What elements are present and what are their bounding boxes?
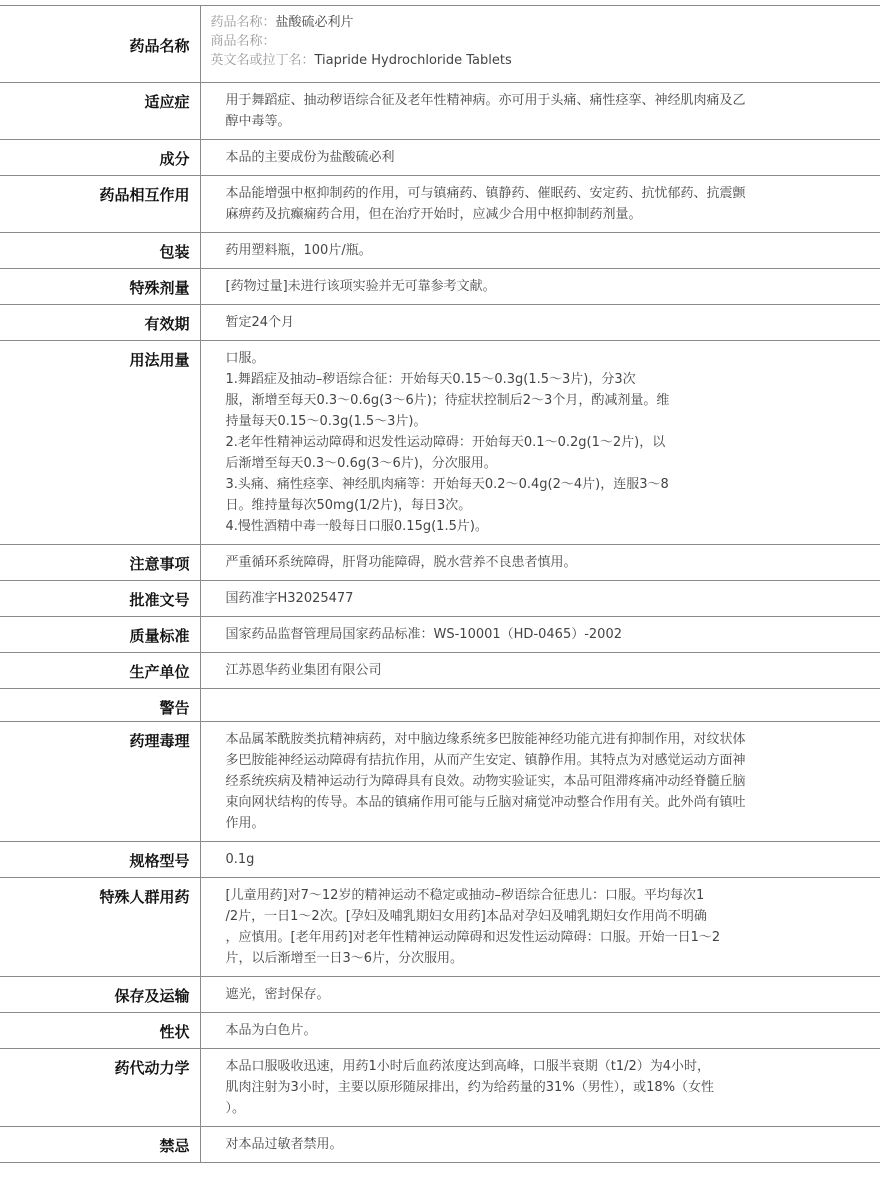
row-value [200, 233, 880, 269]
value-line: 持量每天0.15～0.3g(1.5～3片)。 [225, 414, 427, 429]
value-line: 日。维持量每次50mg(1/2片)，每日3次。 [225, 498, 472, 513]
english-name-line [211, 51, 791, 70]
row-value [200, 305, 880, 341]
value-line: [儿童用药]对7～12岁的精神运动不稳定或抽动–秽语综合征患儿：口服。平均每次1 [225, 888, 705, 903]
table-row [0, 878, 880, 977]
table-row [0, 341, 880, 545]
row-label: 性状 [0, 1013, 200, 1049]
value-line: 国家药品监督管理局国家药品标准：WS-10001（HD-0465）-2002 [225, 627, 622, 642]
row-value [200, 1049, 880, 1127]
row-label: 药代动力学 [0, 1049, 200, 1127]
table-row [0, 545, 880, 581]
table-row [0, 581, 880, 617]
value-line: ）。 [225, 1101, 246, 1116]
row-value [200, 842, 880, 878]
row-value [200, 176, 880, 233]
value-line: 对本品过敏者禁用。 [225, 1137, 343, 1152]
row-value [200, 83, 880, 140]
table-row [0, 176, 880, 233]
row-label: 成分 [0, 140, 200, 176]
value-line: 多巴胺能神经运动障碍有拮抗作用，从而产生安定、镇静作用。其特点为对感觉运动方面神 [225, 753, 746, 768]
row-label: 包装 [0, 233, 200, 269]
trade-name-label: 商品名称： [210, 34, 276, 49]
value-line: 本品为白色片。 [225, 1023, 317, 1038]
row-value [200, 1127, 880, 1163]
table-row [0, 305, 880, 341]
value-line: 片，以后渐增至一日3～6片，分次服用。 [225, 951, 464, 966]
table-row [0, 6, 880, 83]
drug-name-block [200, 6, 880, 83]
row-label: 生产单位 [0, 653, 200, 689]
row-label: 特殊人群用药 [0, 878, 200, 977]
row-value [200, 653, 880, 689]
table-row [0, 842, 880, 878]
value-line: [药物过量]未进行该项实验并无可靠参考文献。 [225, 279, 496, 294]
table-row [0, 653, 880, 689]
value-line: 江苏恩华药业集团有限公司 [225, 663, 382, 678]
trade-name-line [211, 32, 791, 51]
row-value [200, 722, 880, 842]
table-row [0, 1127, 880, 1163]
value-line: 本品的主要成份为盐酸硫必利 [225, 150, 395, 165]
value-line: 严重循环系统障碍，肝肾功能障碍，脱水营养不良患者慎用。 [225, 555, 577, 570]
value-line: 作用。 [225, 816, 265, 831]
generic-name-line [211, 13, 791, 32]
row-value [200, 140, 880, 176]
row-label: 批准文号 [0, 581, 200, 617]
row-value [200, 617, 880, 653]
value-line: /2片，一日1～2次。[孕妇及哺乳期妇女用药]本品对孕妇及哺乳期妇女作用尚不明确 [225, 909, 707, 924]
value-line: 口服。 [225, 351, 265, 366]
row-value [200, 269, 880, 305]
row-label: 药品名称 [0, 6, 200, 83]
row-label: 药理毒理 [0, 722, 200, 842]
row-value [200, 878, 880, 977]
table-row [0, 83, 880, 140]
drug-info-body [0, 6, 880, 1163]
value-line: 束向网状结构的传导。本品的镇痛作用可能与丘脑对痛觉冲动整合作用有关。此外尚有镇吐 [225, 795, 746, 810]
table-row [0, 689, 880, 722]
value-line: 3.头痛、痛性痉挛、神经肌肉痛等：开始每天0.2～0.4g(2～4片)，连服3～8 [225, 477, 669, 492]
value-line: 服，渐增至每天0.3～0.6g(3～6片)；待症状控制后2～3个月，酌减剂量。维 [225, 393, 670, 408]
row-value [200, 545, 880, 581]
value-line: 本品属苯酰胺类抗精神病药，对中脑边缘系统多巴胺能神经功能亢进有抑制作用，对纹状体 [225, 732, 746, 747]
table-row [0, 140, 880, 176]
row-label: 注意事项 [0, 545, 200, 581]
value-line: 用于舞蹈症、抽动秽语综合征及老年性精神病。亦可用于头痛、痛性痉挛、神经肌肉痛及乙 [225, 93, 746, 108]
value-line: 本品能增强中枢抑制药的作用，可与镇痛药、镇静药、催眠药、安定药、抗忧郁药、抗震颤 [225, 186, 746, 201]
row-label: 质量标准 [0, 617, 200, 653]
value-line: ，应慎用。[老年用药]对老年性精神运动障碍和迟发性运动障碍：口服。开始一日1～2 [225, 930, 721, 945]
value-line: 醇中毒等。 [225, 114, 291, 129]
table-row [0, 1049, 880, 1127]
row-value [200, 341, 880, 545]
value-line: 药用塑料瓶，100片/瓶。 [225, 243, 372, 258]
value-line: 经系统疾病及精神运动行为障碍具有良效。动物实验证实，本品可阻滞疼痛冲动经脊髓丘脑 [225, 774, 746, 789]
value-line: 2.老年性精神运动障碍和迟发性运动障碍：开始每天0.1～0.2g(1～2片)，以 [225, 435, 666, 450]
value-line: 0.1g [225, 852, 255, 867]
row-label: 适应症 [0, 83, 200, 140]
value-line: 后渐增至每天0.3～0.6g(3～6片)，分次服用。 [225, 456, 497, 471]
row-label: 用法用量 [0, 341, 200, 545]
table-row [0, 269, 880, 305]
row-label: 警告 [0, 689, 200, 722]
row-value [200, 689, 880, 722]
english-name-value: Tiapride Hydrochloride Tablets [314, 53, 512, 68]
value-line: 麻痹药及抗癫痫药合用，但在治疗开始时，应减少合用中枢抑制药剂量。 [225, 207, 642, 222]
generic-name-label: 药品名称： [210, 15, 276, 30]
row-value [200, 1013, 880, 1049]
value-line: 国药准字H32025477 [225, 591, 354, 606]
value-line: 肌肉注射为3小时，主要以原形随尿排出，约为给药量的31%（男性），或18%（女性 [225, 1080, 715, 1095]
row-value [200, 977, 880, 1013]
generic-name-value: 盐酸硫必利片 [275, 15, 354, 30]
row-label: 规格型号 [0, 842, 200, 878]
row-label: 禁忌 [0, 1127, 200, 1163]
table-row [0, 617, 880, 653]
value-line: 暂定24个月 [225, 315, 295, 330]
drug-info-table [0, 5, 880, 1163]
value-line: 本品口服吸收迅速，用药1小时后血药浓度达到高峰，口服半衰期（t1/2）为4小时， [225, 1059, 711, 1074]
table-row [0, 1013, 880, 1049]
english-name-label: 英文名或拉丁名： [210, 53, 315, 68]
row-label: 药品相互作用 [0, 176, 200, 233]
row-value [200, 581, 880, 617]
table-row [0, 233, 880, 269]
value-line: 1.舞蹈症及抽动–秽语综合征：开始每天0.15～0.3g(1.5～3片)，分3次 [225, 372, 636, 387]
value-line: 4.慢性酒精中毒一般每日口服0.15g(1.5片)。 [225, 519, 488, 534]
row-label: 特殊剂量 [0, 269, 200, 305]
row-label: 保存及运输 [0, 977, 200, 1013]
table-row [0, 722, 880, 842]
row-label: 有效期 [0, 305, 200, 341]
table-row [0, 977, 880, 1013]
value-line: 遮光，密封保存。 [225, 987, 330, 1002]
